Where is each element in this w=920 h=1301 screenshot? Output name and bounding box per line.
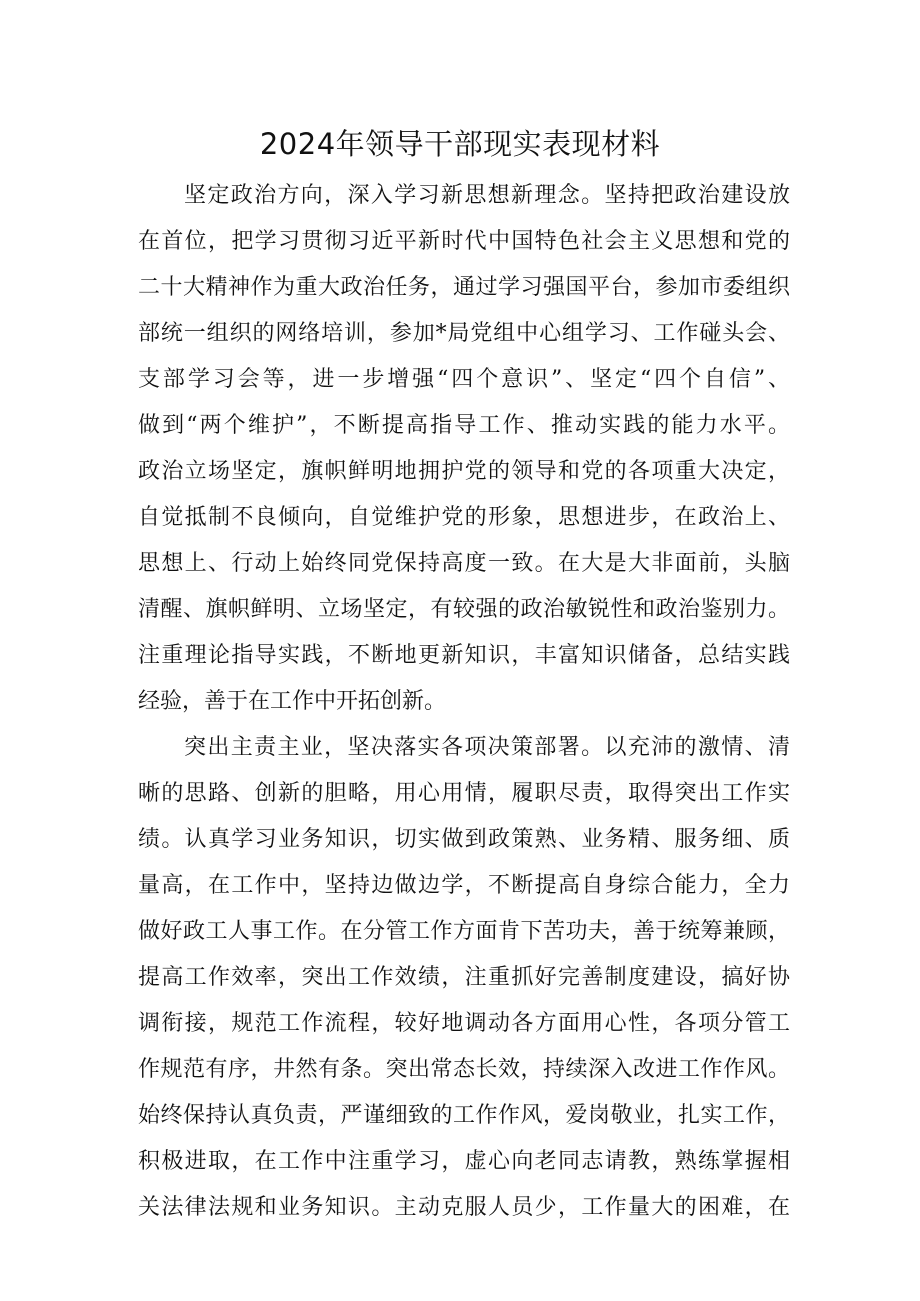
document-title: 2024年领导干部现实表现材料 [259,127,661,161]
paragraph-2-line: 调衔接，规范工作流程，较好地调动各方面用心性，各项分管工 [138,1011,790,1036]
paragraph-2-line: 绩。认真学习业务知识，切实做到政策熟、业务精、服务细、质 [138,827,790,852]
paragraph-2-line: 作规范有序，井然有条。突出常态长效，持续深入改进工作作风。 [138,1057,790,1082]
paragraph-1-line: 二十大精神作为重大政治任务，通过学习强国平台，参加市委组织 [138,275,790,300]
paragraph-1-line: 部统一组织的网络培训，参加*局党组中心组学习、工作碰头会、 [138,321,790,346]
paragraph-2-line: 突出主责主业，坚决落实各项决策部署。以充沛的激情、清 [184,735,790,760]
paragraph-2-line: 始终保持认真负责，严谨细致的工作作风，爱岗敬业，扎实工作， [138,1103,790,1128]
paragraph-1-line: 在首位，把学习贯彻习近平新时代中国特色社会主义思想和党的 [138,229,790,254]
paragraph-1-line: 经验，善于在工作中开拓创新。 [138,689,447,714]
paragraph-1-line: 注重理论指导实践，不断地更新知识，丰富知识储备，总结实践 [138,643,790,668]
paragraph-2-line: 量高，在工作中，坚持边做边学，不断提高自身综合能力，全力 [138,873,790,898]
paragraph-1-line: 政治立场坚定，旗帜鲜明地拥护党的领导和党的各项重大决定， [138,459,790,484]
paragraph-1-line: 坚定政治方向，深入学习新思想新理念。坚持把政治建设放 [184,183,790,208]
paragraph-2-line: 积极进取，在工作中注重学习，虚心向老同志请教，熟练掌握相 [138,1149,790,1174]
paragraph-1-line: 清醒、旗帜鲜明、立场坚定，有较强的政治敏锐性和政治鉴别力。 [138,597,790,622]
paragraph-1-line: 做到“两个维护”，不断提高指导工作、推动实践的能力水平。 [138,413,790,438]
paragraph-1-line: 支部学习会等，进一步增强“四个意识”、坚定“四个自信”、 [138,367,790,392]
paragraph-2-line: 关法律法规和业务知识。主动克服人员少，工作量大的困难，在 [138,1195,790,1220]
paragraph-1-line: 思想上、行动上始终同党保持高度一致。在大是大非面前，头脑 [138,551,790,576]
paragraph-2-line: 晰的思路、创新的胆略，用心用情，履职尽责，取得突出工作实 [138,781,790,806]
paragraph-2-line: 做好政工人事工作。在分管工作方面肯下苦功夫，善于统筹兼顾， [138,919,790,944]
paragraph-1-line: 自觉抵制不良倾向，自觉维护党的形象，思想进步，在政治上、 [138,505,790,530]
paragraph-2-line: 提高工作效率，突出工作效绩，注重抓好完善制度建设，搞好协 [138,965,790,990]
